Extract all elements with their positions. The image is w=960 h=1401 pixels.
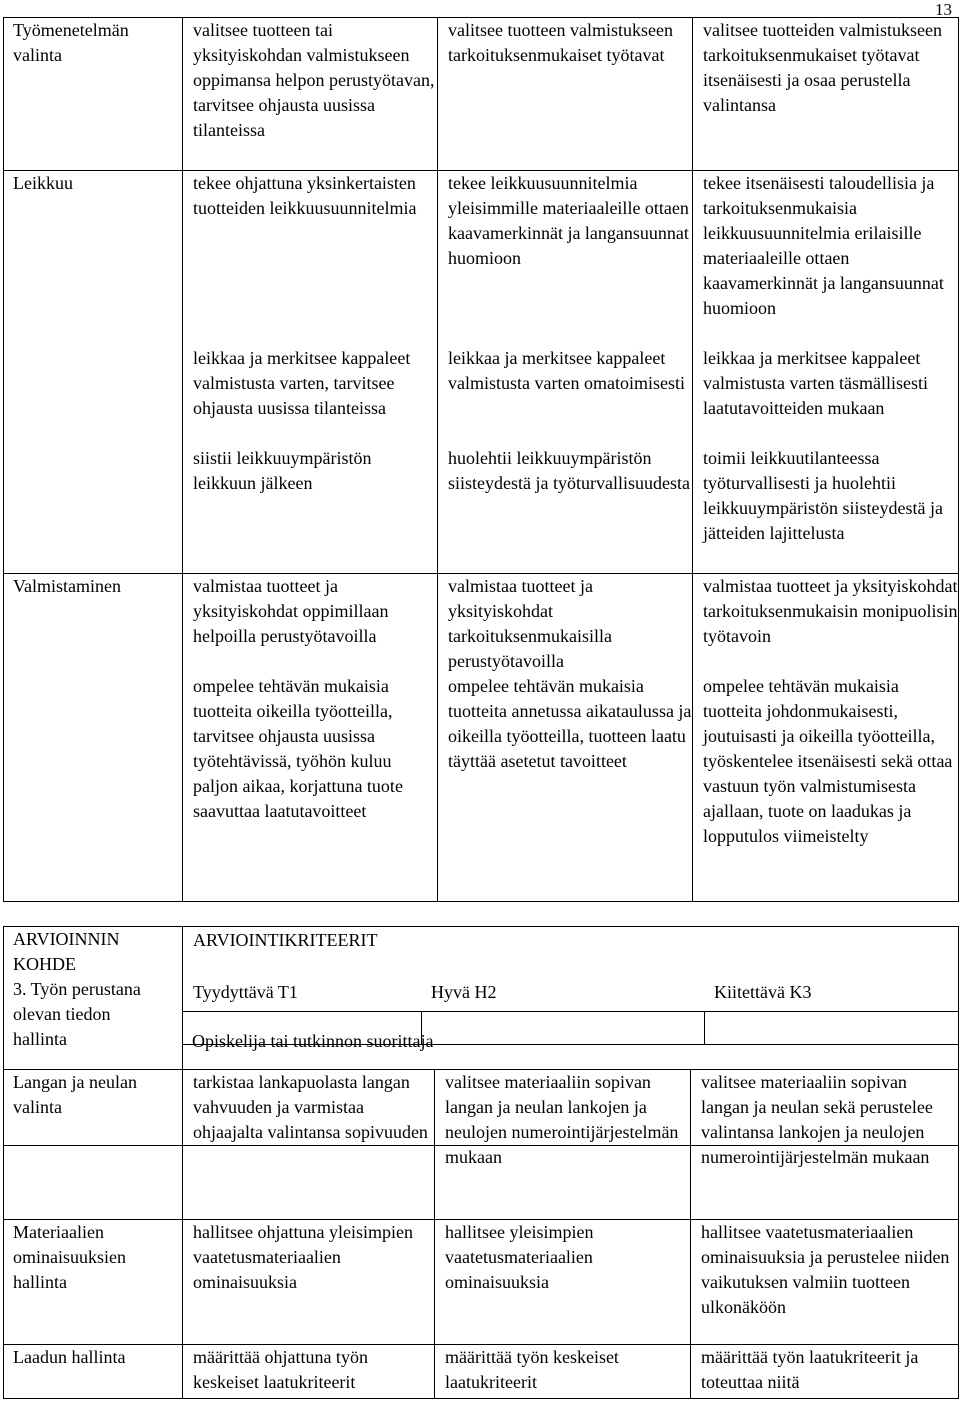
criteria-cell-k3: valitsee tuotteiden valmistukseen tarkoituksenmukaiset työtavat itsenäisesti ja osaa perustella valintansa: [693, 18, 959, 171]
grade-k3: Kiitettävä K3: [714, 981, 812, 1002]
criterion-text: tekee leikkuusuunnitelmia yleisimmille materiaaleille ottaen kaavamerkinnät ja langansuunnat huomioon: [448, 173, 689, 268]
table-row: [4, 1220, 959, 1345]
criterion-text: ompelee tehtävän mukaisia tuotteita oikeilla työotteilla, tarvitsee ohjausta uusissa työtehtävissä, työhön kuluu paljon aikaa, korjattuna tuote saavuttaa laatutavoitteet: [193, 676, 403, 821]
table-row: [4, 1070, 959, 1220]
target-label: ARVIOINNIN KOHDE: [13, 929, 120, 974]
criteria-cell-t1: tarkistaa lankapuolasta langan vahvuuden ja varmistaa ohjaajalta valintansa sopivuuden: [183, 1070, 435, 1220]
criteria-cell-h2: valitsee materiaaliin sopivan langan ja neulan lankojen ja neulojen numerointijärjestelmän mukaan: [435, 1070, 691, 1220]
criteria-cell-h2: [438, 574, 693, 902]
criterion-text: toimii leikkuutilanteessa työturvallisesti ja huolehtii leikkuuympäristön siisteydestä ja jätteiden lajittelusta: [703, 448, 943, 543]
criterion-text: ompelee tehtävän mukaisia tuotteita annetussa aikataulussa ja oikeilla työotteilla, tuotteen laatu täyttää asetetut tavoitteet: [448, 676, 692, 771]
criteria-cell-t1: määrittää ohjattuna työn keskeiset laatukriteerit: [183, 1345, 435, 1399]
criteria-cell-k3: hallitsee vaatetusmateriaalien ominaisuuksia ja perustelee niiden vaikutuksen valmiin tuotteen ulkonäköön: [691, 1220, 959, 1345]
criteria-cell-h2: määrittää työn keskeiset laatukriteerit: [435, 1345, 691, 1399]
criteria-label: ARVIOINTIKRITEERIT: [193, 930, 378, 950]
criteria-cell-t1: [183, 171, 438, 574]
criterion-text: leikkaa ja merkitsee kappaleet valmistusta varten, tarvitsee ohjausta uusissa tilanteissa: [193, 348, 411, 418]
target-cell: Laadun hallinta: [4, 1345, 183, 1399]
criterion-text: siistii leikkuuympäristön leikkuun jälkeen: [193, 448, 372, 493]
criterion-text: valmistaa tuotteet ja yksityiskohdat tarkoituksenmukaisilla perustyötavoilla: [448, 576, 612, 671]
target-cell: Materiaalien ominaisuuksien hallinta: [4, 1220, 183, 1345]
criteria-cell-k3: [693, 171, 959, 574]
criteria-cell-h2: valitsee tuotteen valmistukseen tarkoituksenmukaiset työtavat: [438, 18, 693, 171]
criteria-cell-t1: hallitsee ohjattuna yleisimpien vaatetusmateriaalien ominaisuuksia: [183, 1220, 435, 1345]
target-cell: Langan ja neulan valinta: [4, 1070, 183, 1220]
table-row: [4, 171, 959, 574]
target-cell: Työmenetelmän valinta: [4, 18, 183, 171]
performer-text: Opiskelija tai tutkinnon suorittaja: [192, 1031, 434, 1051]
criteria-cell-k3: määrittää työn laatukriteerit ja toteuttaa niitä: [691, 1345, 959, 1399]
target-cell: Valmistaminen: [4, 574, 183, 902]
criterion-text: ompelee tehtävän mukaisia tuotteita johdonmukaisesti, joutuisasti ja oikeilla työotteilla, työskentelee itsenäisesti sekä ottaa vastuun työn valmistumisesta ajallaan, tuote on laadukas ja lopputulos viimeistelty: [703, 676, 953, 846]
table-row: [4, 18, 959, 171]
grade-t1: Tyydyttävä T1: [193, 981, 298, 1002]
grade-h2: Hyvä H2: [431, 981, 497, 1002]
criteria-cell-h2: hallitsee yleisimpien vaatetusmateriaalien ominaisuuksia: [435, 1220, 691, 1345]
criteria-cell-t1: valitsee tuotteen tai yksityiskohdan valmistukseen oppimansa helpon perustyötavan, tarvitsee ohjausta uusissa tilanteissa: [183, 18, 438, 171]
criterion-text: valmistaa tuotteet ja yksityiskohdat oppimillaan helpoilla perustyötavoilla: [193, 576, 389, 646]
criteria-cell-k3: [693, 574, 959, 902]
criterion-text: tekee itsenäisesti taloudellisia ja tarkoituksenmukaisia leikkuusuunnitelmia erilaisille materiaaleille ottaen kaavamerkinnät ja langansuunnat huomioon: [703, 173, 944, 318]
criteria-table-top: [3, 17, 959, 902]
table-row: [4, 574, 959, 902]
criterion-text: valmistaa tuotteet ja yksityiskohdat tarkoituksenmukaisin monipuolisin työtavoin: [703, 576, 958, 646]
criteria-cell-h2: [438, 171, 693, 574]
target-name: 3. Työn perustana olevan tiedon hallinta: [13, 979, 141, 1049]
criterion-text: leikkaa ja merkitsee kappaleet valmistusta varten täsmällisesti laatutavoitteiden mukaan: [703, 348, 928, 418]
target-cell: Leikkuu: [4, 171, 183, 574]
criteria-cell-k3: valitsee materiaaliin sopivan langan ja neulan sekä perustelee valintansa lankojen ja neulojen numerointijärjestelmän mukaan: [691, 1070, 959, 1220]
criterion-text: huolehtii leikkuuympäristön siisteydestä ja työturvallisuudesta: [448, 448, 690, 493]
criterion-text: tekee ohjattuna yksinkertaisten tuotteiden leikkuusuunnitelmia: [193, 173, 417, 218]
criteria-table-bottom: [3, 1069, 959, 1399]
criterion-text: leikkaa ja merkitsee kappaleet valmistusta varten omatoimisesti: [448, 348, 685, 393]
page-number: 13: [935, 0, 952, 19]
table-row: [4, 1345, 959, 1399]
criteria-cell-t1: [183, 574, 438, 902]
